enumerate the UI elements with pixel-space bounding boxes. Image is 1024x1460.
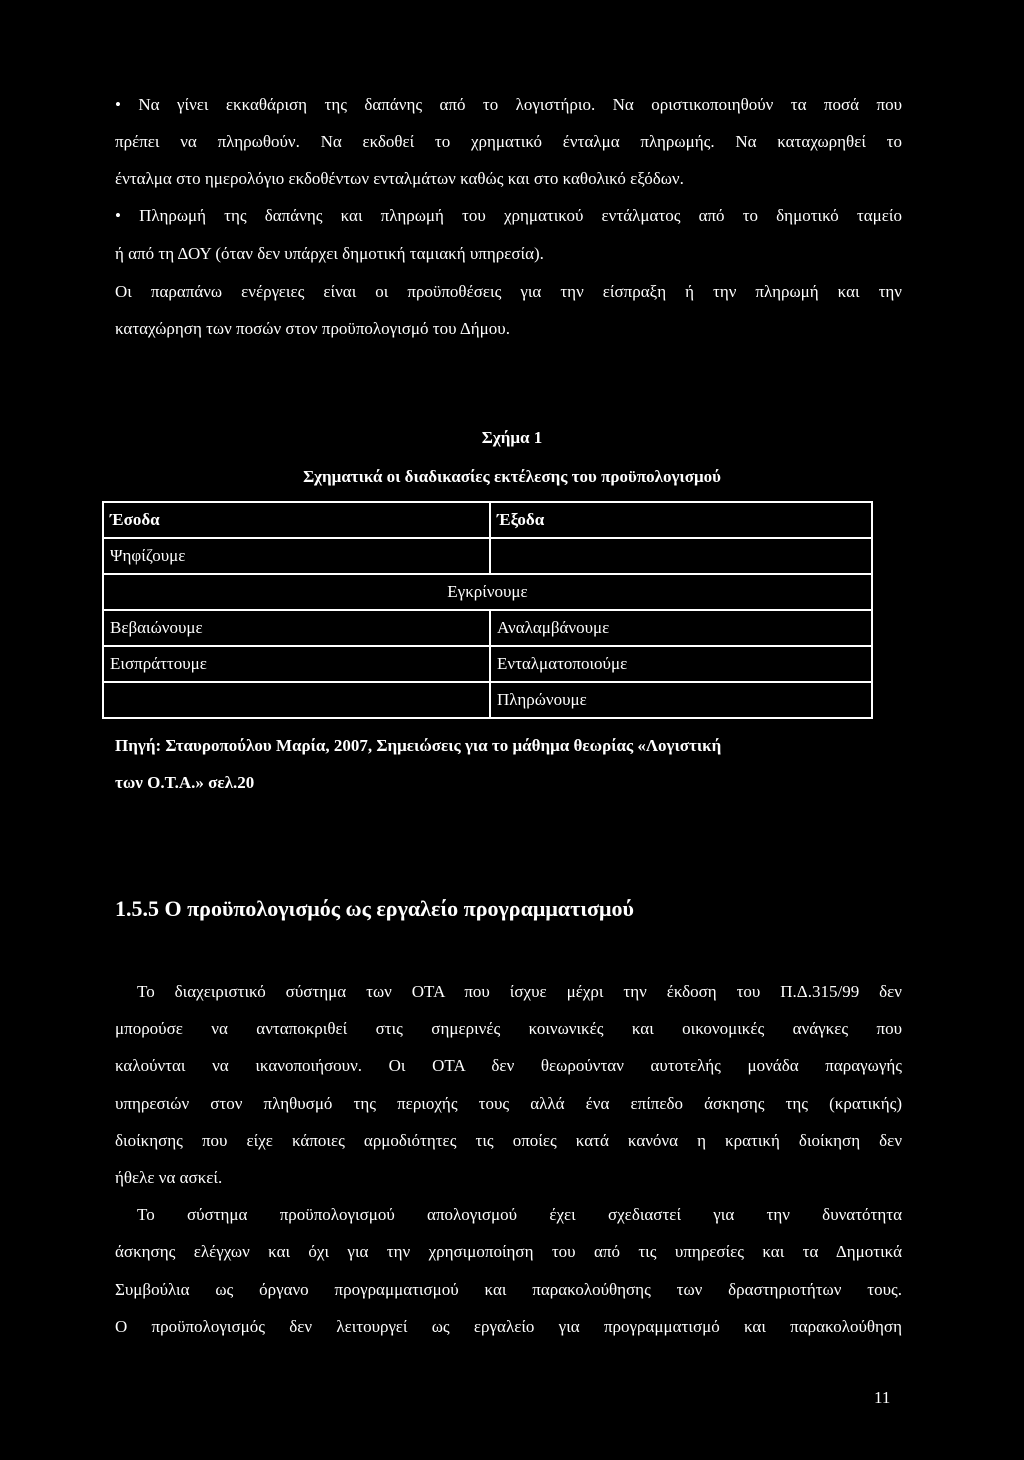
vote-cell: Ψηφίζουμε <box>103 538 490 574</box>
confirm-cell: Βεβαιώνουμε <box>103 610 490 646</box>
pay-cell: Πληρώνουμε <box>490 682 872 718</box>
section-line-1: Το διαχειριστικό σύστημα των ΟΤΑ που ίσχυε μέχρι την έκδοση του Π.Δ.315/99 δεν <box>137 982 902 1001</box>
figure-title: Σχηματικά οι διαδικασίες εκτέλεσης του προϋπολογισμού <box>303 467 721 486</box>
figure-source-line-1: Πηγή: Σταυροπούλου Μαρία, 2007, Σημειώσεις για το μάθημα θεωρίας «Λογιστική <box>115 736 722 755</box>
section-line-7: Το σύστημα προϋπολογισμού απολογισμού έχει σχεδιαστεί για την δυνατότητα <box>137 1205 902 1224</box>
section-line-5: διοίκησης που είχε κάποιες αρμοδιότητες τις οποίες κατά κανόνα η κρατική διοίκηση δεν <box>115 1131 902 1150</box>
section-line-6: ήθελε να ασκεί. <box>115 1168 223 1187</box>
intro-line-6: Οι παραπάνω ενέργειες είναι οι προϋποθέσεις για την είσπραξη ή την πληρωμή και την <box>115 282 902 301</box>
intro-line-4: • Πληρωμή της δαπάνης και πληρωμή του χρηματικού εντάλματος από το δημοτικό ταμείο <box>115 206 902 225</box>
collect-cell: Εισπράττουμε <box>103 646 490 682</box>
commit-cell: Αναλαμβάνουμε <box>490 610 872 646</box>
section-line-9: Συμβούλια ως όργανο προγραμματισμού και παρακολούθησης των δραστηριοτήτων τους. <box>115 1280 902 1299</box>
intro-line-2: πρέπει να πληρωθούν. Να εκδοθεί το χρηματικό ένταλμα πληρωμής. Να καταχωρηθεί το <box>115 132 902 151</box>
section-line-2: μπορούσε να ανταποκριθεί στις σημερινές κοινωνικές και οικονομικές ανάγκες που <box>115 1019 902 1038</box>
section-line-8: άσκησης ελέγχων και όχι για την χρησιμοποίηση του από τις υπηρεσίες και τα Δημοτικά <box>115 1242 902 1261</box>
intro-line-3: ένταλμα στο ημερολόγιο εκδοθέντων ενταλμάτων καθώς και στο καθολικό εξόδων. <box>115 169 684 188</box>
empty-cell <box>103 682 490 718</box>
empty-cell <box>490 538 872 574</box>
page-number: 11 <box>874 1388 891 1407</box>
approve-cell: Εγκρίνουμε <box>103 574 872 610</box>
budget-execution-table <box>102 501 873 719</box>
revenue-header: Έσοδα <box>103 502 490 538</box>
intro-line-7: καταχώρηση των ποσών στον προϋπολογισμό του Δήμου. <box>115 319 510 338</box>
intro-line-5: ή από τη ΔΟΥ (όταν δεν υπάρχει δημοτική ταμιακή υπηρεσία). <box>115 244 544 263</box>
section-line-3: καλούνται να ικανοποιήσουν. Οι ΟΤΑ δεν θεωρούνταν αυτοτελής μονάδα παραγωγής <box>115 1056 902 1075</box>
warrant-cell: Ενταλματοποιούμε <box>490 646 872 682</box>
intro-line-1: • Να γίνει εκκαθάριση της δαπάνης από το λογιστήριο. Να οριστικοποιηθούν τα ποσά που <box>115 95 902 114</box>
section-heading: 1.5.5 Ο προϋπολογισμός ως εργαλείο προγραμματισμού <box>115 896 634 921</box>
section-line-4: υπηρεσιών στον πληθυσμό της περιοχής τους αλλά ένα επίπεδο άσκησης της (κρατικής) <box>115 1094 902 1113</box>
expense-header: Έξοδα <box>490 502 872 538</box>
figure-source-line-2: των Ο.Τ.Α.» σελ.20 <box>115 773 255 792</box>
section-line-10: Ο προϋπολογισμός δεν λειτουργεί ως εργαλείο για προγραμματισμό και παρακολούθηση <box>115 1317 902 1336</box>
figure-label: Σχήμα 1 <box>481 428 543 447</box>
